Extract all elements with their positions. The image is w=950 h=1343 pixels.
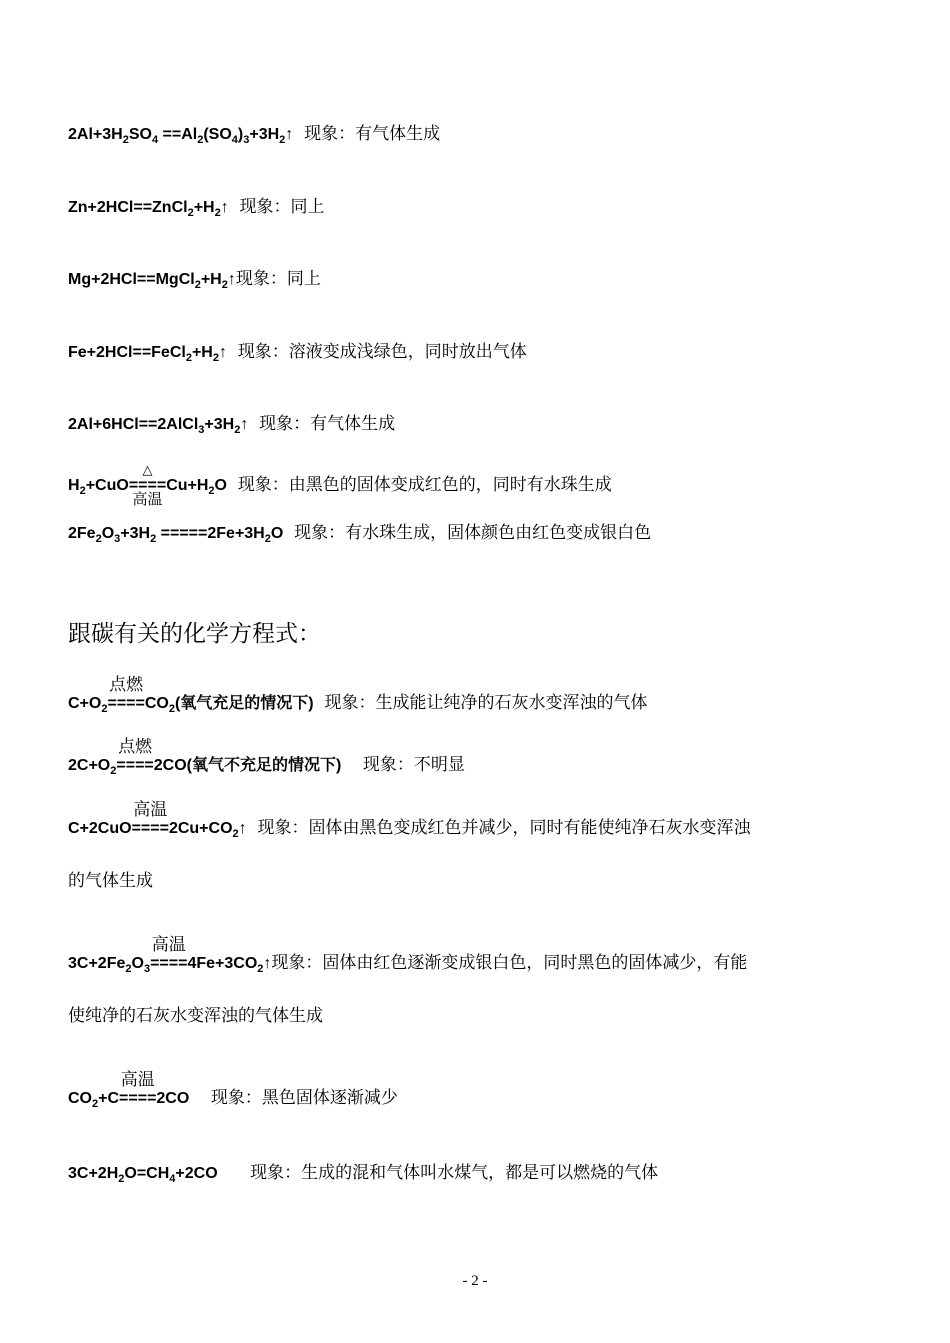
equation: $2Al+3H_2SO_4$ $==Al_2(SO_4)_3+3H_2↑$ (68, 126, 294, 146)
equation: $H_2+CuO$ △ ==== 高温 $Cu+H_2O$ (68, 477, 227, 494)
condition-ignite: 点燃 (118, 737, 153, 756)
reaction-condition: 点燃 ==== (116, 737, 154, 774)
observation: 现象：由黑色的固体变成红色的，同时有水珠生成 (227, 475, 612, 495)
carbon-equation-line-2 (68, 737, 465, 778)
reaction-condition: △ ==== 高温 (129, 474, 166, 498)
reaction-condition: 点燃 ==== (107, 675, 145, 712)
equation-line-3 (68, 267, 321, 292)
condition-high-temp: 高温 (132, 491, 163, 508)
equation-line-1 (68, 122, 440, 147)
equation: $Zn+2HCl==ZnCl_2+H_2↑$ (68, 199, 229, 219)
observation: 现象：黑色固体逐渐减少 (189, 1088, 398, 1108)
reaction-condition: 高温 ==== (119, 1070, 157, 1107)
observation: 现象：固体由黑色变成红色并减少，同时有能使纯净石灰水变浑浊 (246, 818, 751, 838)
equation: $3C+2H_2O=CH_4+2CO$ (68, 1165, 218, 1185)
carbon-equation-line-4 (68, 935, 748, 976)
equation: $2Fe_2O_3+3H_2 =====2Fe+3H_2O$ (68, 525, 284, 545)
section-heading: 跟碳有关的化学方程式： (68, 621, 321, 647)
equation: $Mg+2HCl==MgCl_2+H_2↑$ (68, 271, 236, 291)
observation: 现象：生成能让纯净的石灰水变浑浊的气体 (313, 693, 648, 713)
reaction-condition: 高温 ==== (150, 935, 188, 972)
observation: 现象：有气体生成 (248, 414, 396, 434)
equation-line-6 (68, 462, 612, 508)
equation-line-5 (68, 412, 395, 437)
observation: 现象：有气体生成 (293, 124, 441, 144)
equation: C+2CuO 高温 $====2Cu+CO_2↑$ (68, 800, 247, 840)
equation: $Fe+2HCl==FeCl_2+H_2↑$ (68, 344, 227, 364)
equation-line-7 (68, 521, 651, 546)
equation: $CO_2+C$ 高温 ====2CO (68, 1070, 190, 1110)
reaction-condition: 高温 ==== (131, 800, 169, 837)
carbon-equation-line-3 (68, 800, 751, 841)
equation: $3C+2Fe_2O_3$ 高温 $====4Fe+3CO_2↑$ (68, 935, 272, 975)
page-number: - 2 - (462, 1273, 488, 1289)
equation: $2C+O_2$ 点燃 ====2CO(氧气不充足的情况下) (68, 737, 342, 777)
observation: 现象：同上 (228, 197, 325, 217)
observation: 现象：不明显 (341, 755, 465, 775)
observation-continuation: 的气体生成 (68, 871, 153, 891)
observation-continuation: 使纯净的石灰水变浑浊的气体生成 (68, 1006, 323, 1026)
equation: $2Al+6HCl==2AlCl_3+3H_2↑$ (68, 416, 249, 436)
equation-line-4 (68, 340, 527, 365)
equation: $C+O_2$ 点燃 $====CO_2$(氧气充足的情况下) (68, 675, 314, 715)
equation-line-2 (68, 195, 325, 220)
heat-symbol: △ (142, 462, 153, 477)
condition-high-temp: 高温 (151, 935, 186, 954)
condition-high-temp: 高温 (120, 1070, 155, 1089)
carbon-equation-line-1 (68, 675, 648, 716)
carbon-equation-line-6 (68, 1161, 658, 1186)
observation: 现象：固体由红色逐渐变成银白色，同时黑色的固体减少，有能 (271, 953, 748, 973)
observation: 现象：同上 (235, 269, 321, 289)
condition-high-temp: 高温 (133, 800, 168, 819)
observation: 现象：有水珠生成，固体颜色由红色变成银白色 (283, 523, 652, 543)
observation: 现象：生成的混和气体叫水煤气，都是可以燃烧的气体 (217, 1163, 659, 1183)
condition-ignite: 点燃 (109, 675, 144, 694)
observation: 现象：溶液变成浅绿色，同时放出气体 (226, 342, 527, 362)
carbon-equation-line-5 (68, 1070, 398, 1111)
